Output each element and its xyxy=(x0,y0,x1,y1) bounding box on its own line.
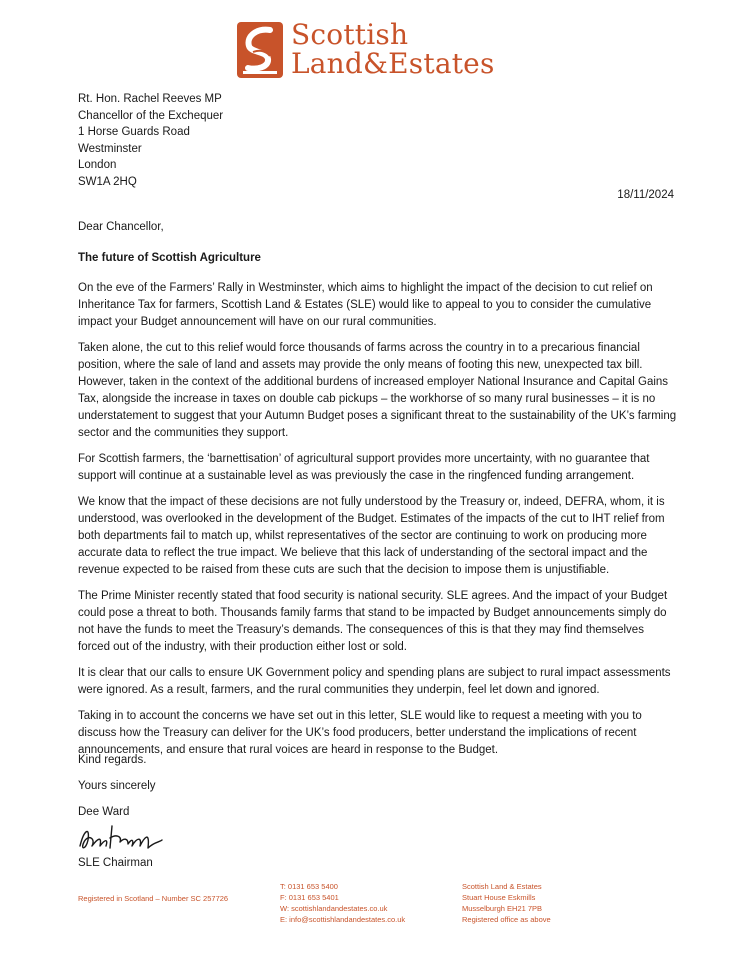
body-paragraph: It is clear that our calls to ensure UK Government policy and spending plans are subject to rural impact assessments were ignored. As a result, farmers, and the rural communities they underpin, feel let down and ignored. xyxy=(78,667,671,696)
logo-wordmark xyxy=(291,20,495,78)
signatory-name: Dee Ward xyxy=(78,806,130,818)
body-paragraph: On the eve of the Farmers’ Rally in Westminster, which aims to highlight the impact of the decision to cut relief on Inheritance Tax for farmers, Scottish Land & Estates (SLE) would like to appeal to you to consider the cumulative impact your Budget announcement will have on our rural communities. xyxy=(78,282,653,328)
signatory-title: SLE Chairman xyxy=(78,857,153,869)
footer-address-line: Stuart House Eskmills xyxy=(462,893,536,902)
address-line: 1 Horse Guards Road xyxy=(78,126,190,139)
footer-fax: F: 0131 653 5401 xyxy=(280,893,339,902)
handwritten-signature xyxy=(76,820,166,854)
address-line: Westminster xyxy=(78,142,142,155)
body-paragraph: For Scottish farmers, the ‘barnettisation’ of agricultural support provides more uncertainty, with no guarantee that support will continue at a sustainable level as was previously the case in the ringfenced funding arrangement. xyxy=(78,453,650,482)
footer-address-line: Musselburgh EH21 7PB xyxy=(462,904,543,913)
logo-line-1: Scottish xyxy=(291,18,409,51)
footer-address-line: Scottish Land & Estates xyxy=(462,882,542,891)
sle-logo xyxy=(237,20,517,84)
body-paragraph: The Prime Minister recently stated that food security is national security. SLE agrees. And the impact of your Budget could pose a threat to both. Thousands family farms that stand to be impacted by Budget announcements simply do not have the funds to meet the Treasury’s demands. The consequences of this is that they may find themselves forced out of the industry, with their production either lost or sold. xyxy=(78,590,668,653)
footer-phone: T: 0131 653 5400 xyxy=(280,882,338,891)
footer-registration: Registered in Scotland – Number SC 257726 xyxy=(78,894,229,903)
address-line: London xyxy=(78,159,117,172)
letter-date: 18/11/2024 xyxy=(617,189,674,201)
sle-s-leaf-icon xyxy=(237,22,283,78)
subject-heading: The future of Scottish Agriculture xyxy=(78,252,261,264)
address-line: SW1A 2HQ xyxy=(78,175,137,188)
recipient-address xyxy=(78,91,223,191)
footer-website: W: scottishlandandestates.co.uk xyxy=(280,904,388,913)
footer-email: E: info@scottishlandandestates.co.uk xyxy=(280,915,406,924)
body-paragraph: Taking in to account the concerns we have set out in this letter, SLE would like to request a meeting with you to discuss how the Treasury can deliver for the UK’s food producers, better understand the implications of recent announcements, and ensure that rural voices are heard in response to the Budget. xyxy=(78,710,642,756)
footer-address-line: Registered office as above xyxy=(462,915,551,924)
kind-regards: Kind regards. xyxy=(78,754,147,766)
body-paragraph: We know that the impact of these decisions are not fully understood by the Treasury or, indeed, DEFRA, whom, it is understood, was overlooked in the development of the Budget. Estimates of the impacts of the cut to IHT relief from both departments fail to match up, whilst representatives of the sector are continuing to work on producing more accurate data to reflect the true impact. We believe that this lack of understanding of the sectoral impact and the revenue expected to be raised from these cuts are such that the decision to impose them is unjustifiable. xyxy=(78,496,665,576)
sign-off: Yours sincerely xyxy=(78,780,156,792)
salutation: Dear Chancellor, xyxy=(78,221,164,233)
body-paragraph: Taken alone, the cut to this relief would force thousands of farms across the country in to a precarious financial position, where the sale of land and assets may provide the only means of footing this new, unexpected tax bill. However, taken in the context of the additional burdens of increased employer National Insurance and Capital Gains Tax, alongside the increase in taxes on double cab pickups – the workhorse of so many rural businesses – it is no understatement to suggest that your Autumn Budget poses a significant threat to the sustainability of the UK’s farming sector and the communities they support. xyxy=(78,342,677,439)
letter-body xyxy=(78,280,678,768)
address-line: Rt. Hon. Rachel Reeves MP xyxy=(78,93,222,105)
address-line: Chancellor of the Exchequer xyxy=(78,109,224,122)
logo-line-2: Land&Estates xyxy=(291,47,495,80)
footer-address xyxy=(462,881,551,925)
footer-contact xyxy=(280,881,405,925)
